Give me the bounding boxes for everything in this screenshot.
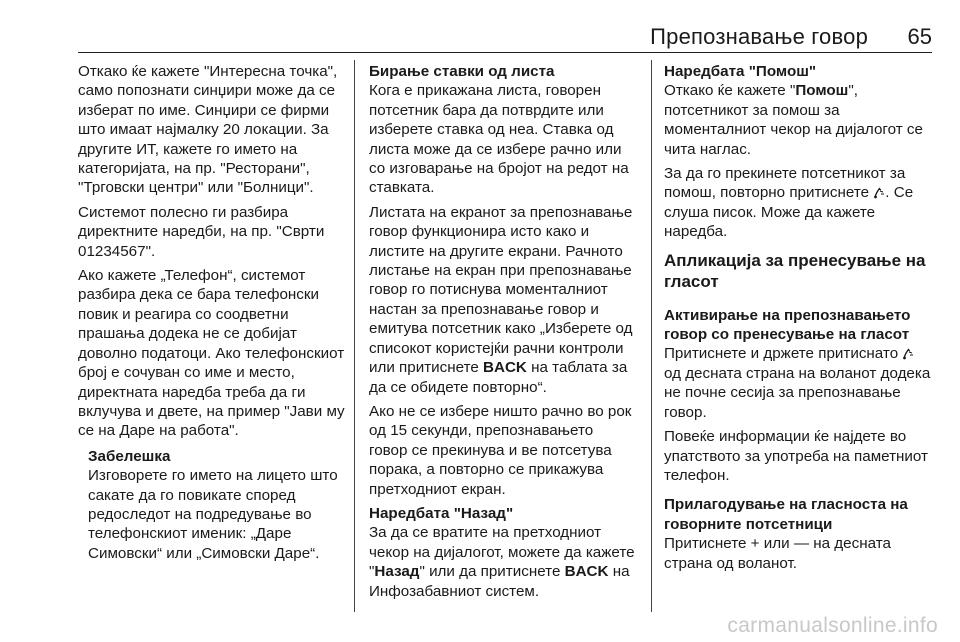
voice-recognition-icon — [902, 346, 914, 360]
back-key-label: BACK — [564, 563, 609, 581]
back-command-word: Назад — [374, 563, 420, 581]
watermark: carmanualsonline.info — [727, 614, 938, 637]
heading-list-selection: Бирање ставки од листа — [369, 63, 555, 80]
column-1 — [78, 62, 348, 568]
paragraph: Кога е прикажана листа, говорен потсетник бара да потврдите или изберете ставка од неа. Ставка од листа може да се избере рачно или со изговарање на бројот на редот на ставката. — [369, 82, 629, 197]
heading-volume-adjust: Прилагодување на гласноста на говорните потсетници — [664, 496, 908, 533]
paragraph: Притиснете и држете притиснато од десната страна на воланот додека не почне сесија за препознавање говор. — [664, 345, 931, 421]
column-2 — [369, 62, 635, 606]
heading-back-command: Наредбата "Назад" — [369, 504, 514, 522]
column-divider-1 — [354, 60, 355, 612]
heading-voice-passthrough: Активирање на препознавањето говор со пренесување на гласот — [664, 306, 911, 344]
heading-help-command: Наредбата "Помош" — [664, 63, 817, 80]
paragraph: Листата на екранот за препознавање говор функционира исто како и листите на другите екрани. Рачното листање на екран при препознавање говор го потиснува моменталниот настан за препознавање говор и емитува потсетник како „Изберете од списокот користејќи рачни контроли или притиснете BACK на таблата за да се обидете повторно“. — [369, 203, 633, 396]
paragraph: Откако ќе кажете "Интересна точка", само попознати синџири може да се изберат по име. Синџири се фирми што имаат најмалку 20 локации. За другите ИТ, кажете го името на категоријата, на пр. "Ресторани", "Трговски центри" или "Болници". — [78, 63, 338, 197]
column-divider-2 — [651, 60, 652, 612]
page-number: 65 — [907, 24, 932, 49]
paragraph: Повеќе информации ќе најдете во упатството за употреба на паметниот телефон. — [664, 428, 928, 484]
back-key-label: BACK — [483, 359, 527, 377]
plus-icon: + — [750, 535, 760, 553]
paragraph: За да се вратите на претходниот чекор на дијалогот, можете да кажете "Назад" или да притиснете BACK на Инфозабавниот систем. — [369, 524, 635, 600]
minus-icon: — — [793, 535, 810, 553]
paragraph: Ако кажете „Телефон“, системот разбира дека се бара телефонски повик и реагира со соодветни прашања додека не се добијат доволно податоци. Ако телефонскиот број е сочуван со име и место, директната наредба треба да ги вклучува и двете, на пример "Јави му се на Даре на работа". — [78, 267, 345, 440]
note-text: Изговорете го името на лицето што сакате да го повикате според редоследот на подредување во телефонскиот именик: „Даре Симовски“ или „Симовски Даре“. — [88, 467, 338, 562]
column-3 — [664, 62, 932, 578]
header-rule — [78, 52, 932, 53]
help-command-word: Помош — [795, 82, 849, 100]
paragraph: Откако ќе кажете "Помош", потсетникот за помош за моменталниот чекор на дијалогот се чита наглас. — [664, 82, 923, 158]
paragraph: Системот полесно ги разбира директните наредби, на пр. "Сврти 01234567". — [78, 203, 325, 260]
paragraph: За да го прекинете потсетникот за помош, повторно притиснете . Се слуша писок. Може да кажете наредба. — [664, 165, 914, 241]
paragraph: Притиснете + или — на десната страна од воланот. — [664, 535, 891, 572]
paragraph: Ако не се избере ништо рачно во рок од 15 секунди, препознавањето говор се прекинува и ве потсетува порака, а повторно се прикажува претходниот екран. — [369, 402, 632, 498]
voice-recognition-icon — [873, 185, 885, 199]
section-title: Апликација за пренесување на гласот — [664, 250, 926, 291]
page-title: Препознавање говор — [650, 24, 868, 49]
note-title: Забелешка — [88, 447, 171, 465]
note-box — [88, 447, 348, 563]
page-header — [0, 0, 960, 54]
